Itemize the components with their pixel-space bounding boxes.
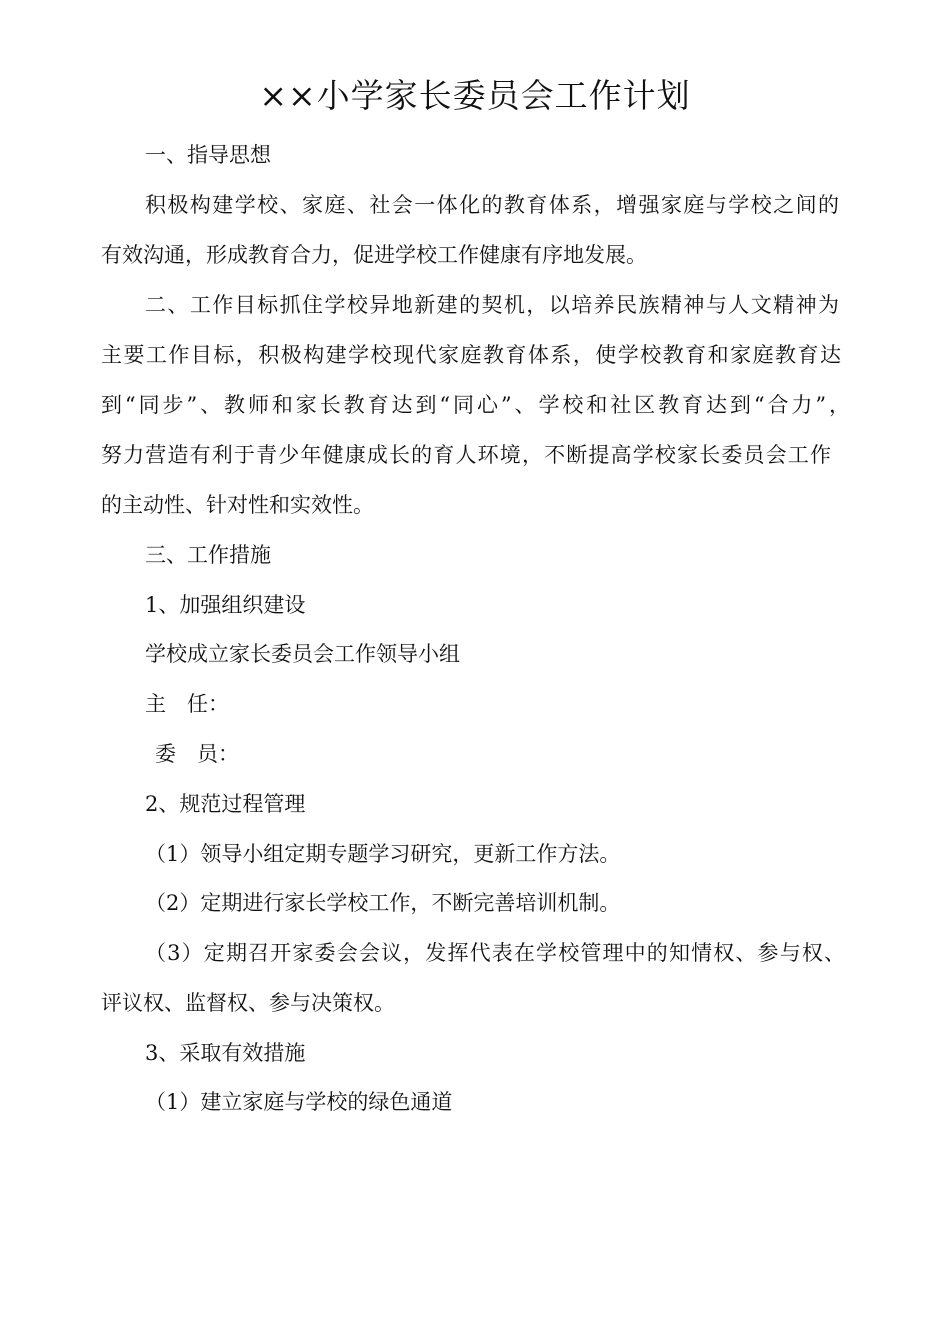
subheading-effective-measures: 3、采取有效措施 <box>145 1041 306 1065</box>
list-item: （1）领导小组定期专题学习研究，更新工作方法。 <box>145 842 621 866</box>
paragraph-line <box>0 440 950 470</box>
paragraph-text: 到“同步”、教师和家长教育达到“同心”、学校和社区教育达到“合力”， <box>101 393 850 417</box>
paragraph-line <box>0 340 950 370</box>
list-item-continuation: 评议权、监督权、参与决策权。 <box>101 991 395 1015</box>
list-item: （1）建立家庭与学校的绿色通道 <box>145 1090 453 1114</box>
subheading-process: 2、规范过程管理 <box>145 792 306 816</box>
paragraph-line <box>0 290 950 320</box>
paragraph-line: 有效沟通，形成教育合力，促进学校工作健康有序地发展。 <box>101 243 647 267</box>
list-item: （2）定期进行家长学校工作，不断完善培训机制。 <box>145 891 621 915</box>
paragraph-text: 二、工作目标抓住学校异地新建的契机，以培养民族精神与人文精神为 <box>145 293 839 317</box>
document-title: ××小学家长委员会工作计划 <box>259 76 691 115</box>
list-item-text: （3）定期召开家委会会议，发挥代表在学校管理中的知情权、参与权、 <box>145 941 845 965</box>
paragraph-text: 努力营造有利于青少年健康成长的育人环境，不断提高学校家长委员会工作 <box>101 443 831 467</box>
section-heading-measures: 三、工作措施 <box>145 543 271 567</box>
paragraph-line: 学校成立家长委员会工作领导小组 <box>145 642 460 666</box>
paragraph-line: 的主动性、针对性和实效性。 <box>101 493 374 517</box>
paragraph-line <box>0 190 950 220</box>
subheading-organization: 1、加强组织建设 <box>145 593 306 617</box>
director-label: 主 任： <box>145 692 229 716</box>
section-heading-guiding-thought: 一、指导思想 <box>145 143 271 167</box>
paragraph-text: 积极构建学校、家庭、社会一体化的教育体系，增强家庭与学校之间的 <box>145 193 839 217</box>
paragraph-text: 主要工作目标，积极构建学校现代家庭教育体系，使学校教育和家庭教育达 <box>101 343 841 367</box>
paragraph-line <box>0 390 950 420</box>
members-label: 委 员： <box>155 742 239 766</box>
list-item <box>0 938 950 968</box>
